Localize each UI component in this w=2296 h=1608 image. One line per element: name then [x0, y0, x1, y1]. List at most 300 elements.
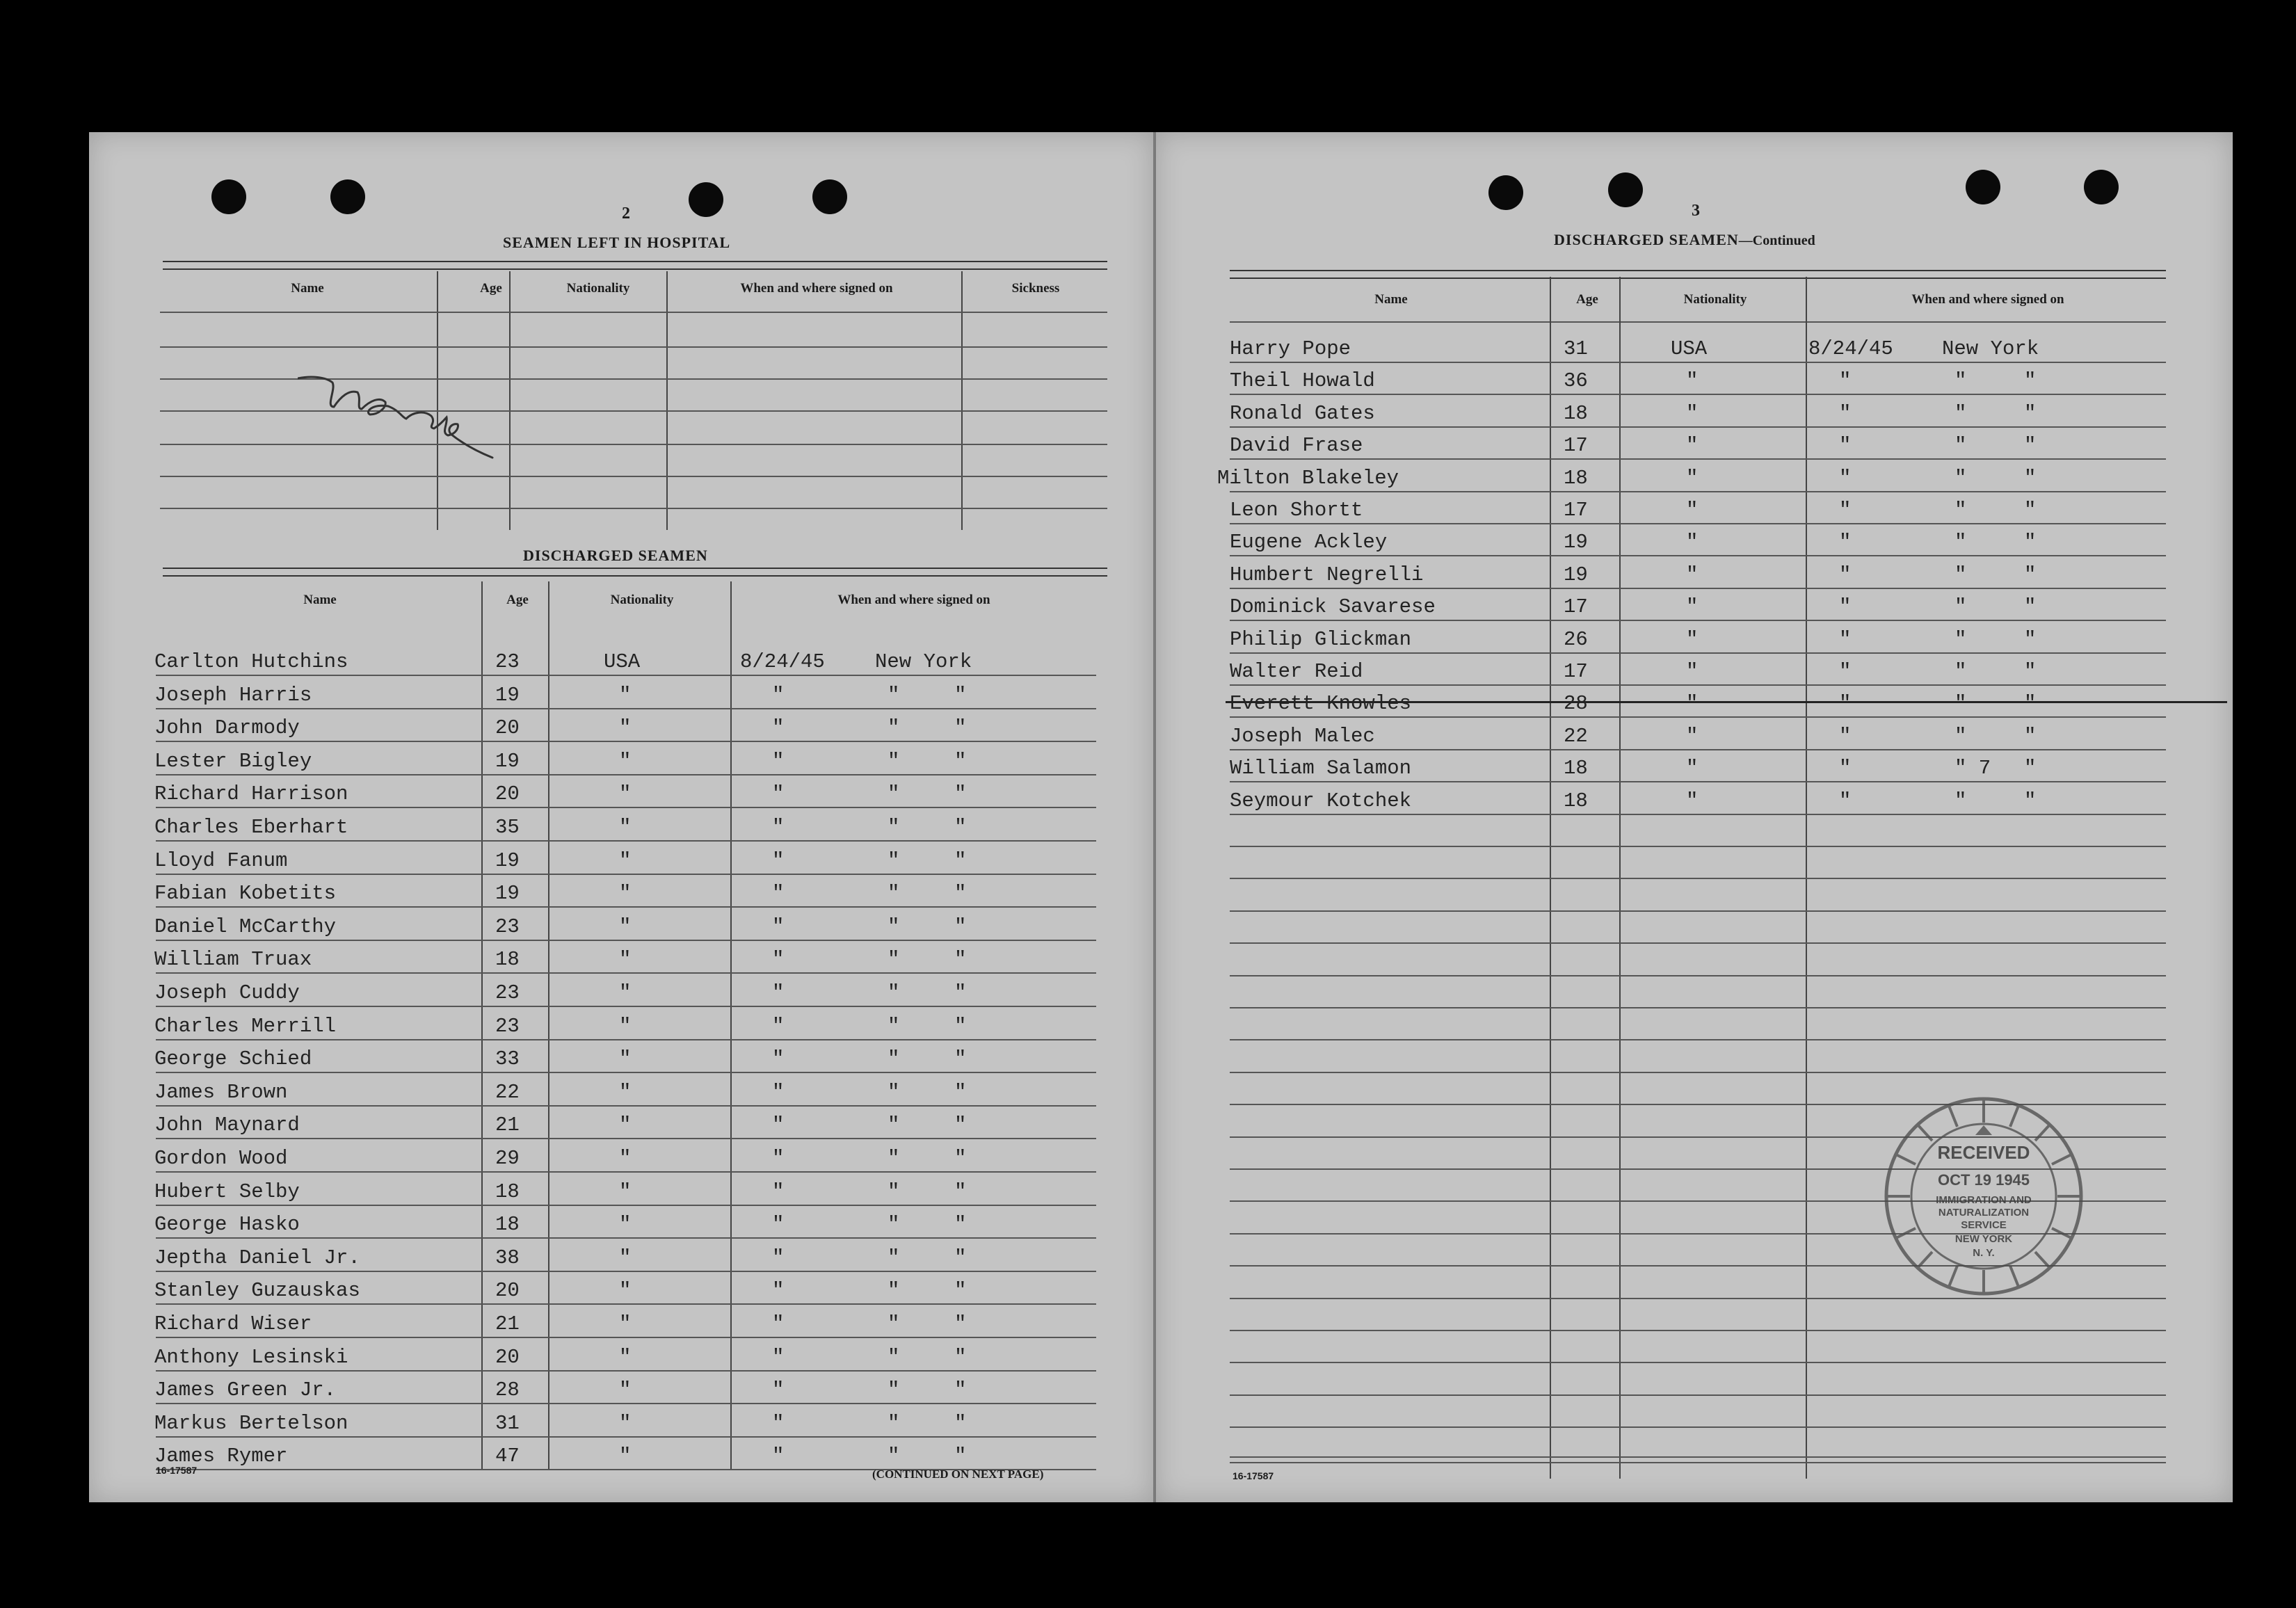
seaman-nationality: "	[619, 1346, 632, 1369]
row-line	[156, 1039, 1096, 1040]
table-row	[89, 810, 1153, 840]
seaman-name: David Frase	[1230, 434, 1363, 457]
seaman-nationality: USA	[604, 650, 641, 673]
seaman-nationality: "	[619, 1180, 632, 1203]
row-line	[156, 1337, 1096, 1338]
seaman-age: 23	[495, 981, 520, 1004]
table-row	[89, 975, 1153, 1006]
signed-on-place: "	[888, 1147, 900, 1170]
row-line	[156, 1105, 1096, 1107]
row-line	[156, 1237, 1096, 1239]
seaman-age: 28	[1564, 692, 1588, 715]
signed-on-place: "	[888, 1246, 900, 1269]
signed-on-date: "	[772, 849, 785, 872]
signed-on-date: "	[1839, 757, 1852, 780]
signed-on-date: "	[772, 1015, 785, 1038]
column-divider	[666, 271, 668, 530]
seaman-name: George Schied	[154, 1047, 312, 1070]
signed-on-place-ditto: "	[954, 1378, 967, 1401]
signed-on-place-ditto: "	[2024, 467, 2037, 490]
row-line	[156, 1006, 1096, 1007]
seaman-nationality: "	[619, 915, 632, 938]
seaman-nationality: "	[1686, 563, 1699, 586]
seaman-nationality: "	[619, 981, 632, 1004]
binder-hole	[1608, 172, 1643, 207]
seaman-nationality: "	[619, 816, 632, 839]
signed-on-place-ditto: "	[2024, 434, 2037, 457]
seaman-age: 18	[1564, 402, 1588, 425]
table-row	[1156, 686, 2233, 716]
seaman-age: 18	[495, 1180, 520, 1203]
hospital-column-header: Age	[480, 281, 502, 296]
signed-on-place: "	[1954, 692, 1967, 715]
table-row	[1156, 331, 2233, 362]
seaman-name: Leon Shortt	[1230, 499, 1363, 522]
table-row	[89, 677, 1153, 708]
seaman-nationality: "	[619, 1279, 632, 1302]
seaman-nationality: USA	[1671, 337, 1708, 360]
seaman-age: 17	[1564, 434, 1588, 457]
hospital-column-header: Nationality	[566, 281, 630, 296]
stamp-line: SERVICE	[1961, 1219, 2007, 1231]
seaman-age: 20	[495, 1346, 520, 1369]
signed-on-place: "	[888, 1346, 900, 1369]
seaman-nationality: "	[1686, 660, 1699, 683]
signed-on-date: "	[1839, 402, 1852, 425]
seaman-age: 23	[495, 650, 520, 673]
seaman-name: Richard Harrison	[154, 782, 348, 805]
seaman-name: Milton Blakeley	[1217, 467, 1399, 490]
signed-on-date: "	[1839, 531, 1852, 554]
row-line	[156, 1138, 1096, 1139]
seaman-name: John Darmody	[154, 716, 300, 739]
discharged-column-header: Age	[506, 593, 529, 607]
seaman-nationality: "	[1686, 369, 1699, 392]
seaman-name: William Salamon	[1230, 757, 1412, 780]
signed-on-date: "	[772, 782, 785, 805]
right-page	[1156, 132, 2233, 1502]
seaman-nationality: "	[619, 1213, 632, 1236]
signed-on-place: "	[888, 716, 900, 739]
hospital-column-header: Sickness	[1011, 281, 1060, 296]
binder-hole	[211, 179, 246, 214]
page-number: 3	[1692, 202, 1700, 220]
seaman-age: 17	[1564, 660, 1588, 683]
seaman-age: 47	[495, 1445, 520, 1468]
seaman-name: Seymour Kotchek	[1230, 789, 1412, 812]
signed-on-place: "	[1954, 499, 1967, 522]
seaman-name: Markus Bertelson	[154, 1412, 348, 1435]
row-line	[1230, 1072, 2166, 1073]
seaman-nationality: "	[1686, 499, 1699, 522]
row-line	[1230, 910, 2166, 912]
table-row	[89, 1306, 1153, 1337]
seaman-nationality: "	[619, 1081, 632, 1104]
row-line	[156, 1072, 1096, 1073]
table-row	[89, 1141, 1153, 1171]
row-line	[1230, 814, 2166, 815]
signed-on-place: "	[888, 915, 900, 938]
signed-on-place: "	[1954, 467, 1967, 490]
signed-on-date: "	[772, 716, 785, 739]
signed-on-place-ditto: "	[2024, 660, 2037, 683]
signed-on-place: "	[888, 750, 900, 773]
stamp-title: RECEIVED	[1937, 1142, 2030, 1163]
seaman-nationality: "	[1686, 402, 1699, 425]
table-row	[1156, 428, 2233, 458]
seaman-nationality: "	[619, 1147, 632, 1170]
seaman-nationality: "	[619, 948, 632, 971]
seaman-nationality: "	[1686, 789, 1699, 812]
signed-on-date: "	[1839, 789, 1852, 812]
seaman-age: 20	[495, 716, 520, 739]
seaman-name: Theil Howald	[1230, 369, 1375, 392]
table-row	[89, 1174, 1153, 1205]
table-row	[89, 1340, 1153, 1370]
seaman-age: 29	[495, 1147, 520, 1170]
handwritten-none-signature	[298, 376, 520, 515]
seaman-nationality: "	[1686, 434, 1699, 457]
signed-on-place: "	[888, 948, 900, 971]
row-line	[156, 1303, 1096, 1305]
row-line	[1230, 942, 2166, 944]
signed-on-place: "	[1954, 628, 1967, 651]
seaman-nationality: "	[619, 849, 632, 872]
seaman-nationality: "	[1686, 595, 1699, 618]
bottom-line	[1230, 1456, 2166, 1458]
row-line	[1230, 975, 2166, 976]
row-line	[156, 741, 1096, 742]
signed-on-place-ditto: "	[2024, 499, 2037, 522]
signed-on-date: "	[772, 915, 785, 938]
signed-on-date: "	[772, 948, 785, 971]
seaman-name: Philip Glickman	[1230, 628, 1412, 651]
row-line	[156, 940, 1096, 941]
stamp-line: NEW YORK	[1954, 1233, 2013, 1245]
signed-on-place-ditto: "	[954, 1180, 967, 1203]
seaman-nationality: "	[619, 782, 632, 805]
seaman-nationality: "	[1686, 692, 1699, 715]
signed-on-date: "	[772, 882, 785, 905]
seaman-nationality: "	[619, 1246, 632, 1269]
seaman-age: 18	[1564, 467, 1588, 490]
signed-on-place-ditto: "	[2024, 369, 2037, 392]
signed-on-place-ditto: "	[954, 1081, 967, 1104]
signed-on-place-ditto: "	[954, 750, 967, 773]
signed-on-place-ditto: "	[954, 1346, 967, 1369]
signed-on-date: "	[1839, 692, 1852, 715]
seaman-age: 33	[495, 1047, 520, 1070]
row-line	[1230, 781, 2166, 782]
signed-on-date: "	[772, 816, 785, 839]
table-row	[89, 843, 1153, 874]
signed-on-place: "	[888, 1445, 900, 1468]
column-divider	[961, 271, 963, 530]
signed-on-date: "	[772, 750, 785, 773]
seaman-name: Charles Eberhart	[154, 816, 348, 839]
row-line	[1230, 555, 2166, 556]
signed-on-place-ditto: "	[2024, 595, 2037, 618]
table-row	[89, 644, 1153, 675]
signed-on-place: "	[1954, 369, 1967, 392]
stamp-line: NATURALIZATION	[1938, 1207, 2030, 1219]
seaman-age: 31	[1564, 337, 1588, 360]
signed-on-place-ditto: "	[954, 849, 967, 872]
hospital-section-title: SEAMEN LEFT IN HOSPITAL	[503, 234, 731, 251]
stamp-line: N. Y.	[1973, 1247, 1995, 1259]
table-row	[89, 1107, 1153, 1138]
signed-on-place: "	[888, 1312, 900, 1335]
signed-on-place: "	[1954, 725, 1967, 748]
signed-on-place-ditto: "	[954, 1015, 967, 1038]
stamp-date: OCT 19 1945	[1937, 1171, 2030, 1189]
discharged-section-title: DISCHARGED SEAMEN	[523, 547, 708, 564]
seaman-age: 23	[495, 915, 520, 938]
signed-on-date: "	[1839, 467, 1852, 490]
table-row	[1156, 557, 2233, 588]
signed-on-place-ditto: "	[954, 981, 967, 1004]
seaman-age: 18	[495, 1213, 520, 1236]
row-line	[1230, 1330, 2166, 1331]
row-line	[1230, 846, 2166, 847]
row-line	[156, 1370, 1096, 1372]
seaman-age: 19	[1564, 563, 1588, 586]
signed-on-place: "	[1954, 531, 1967, 554]
signed-on-place: "	[888, 1015, 900, 1038]
seaman-age: 26	[1564, 628, 1588, 651]
table-row	[1156, 622, 2233, 652]
signed-on-date: "	[1839, 369, 1852, 392]
signed-on-date: "	[772, 1412, 785, 1435]
seaman-age: 21	[495, 1312, 520, 1335]
rule	[163, 261, 1107, 270]
signed-on-place: "	[888, 1412, 900, 1435]
seaman-name: Stanley Guzauskas	[154, 1279, 360, 1302]
binder-hole	[689, 182, 723, 217]
seaman-name: Jeptha Daniel Jr.	[154, 1246, 360, 1269]
row-line	[160, 346, 1107, 348]
signed-on-date: "	[772, 1445, 785, 1468]
row-line	[156, 774, 1096, 775]
seaman-nationality: "	[619, 1312, 632, 1335]
row-line	[1230, 1394, 2166, 1396]
seaman-name: Fabian Kobetits	[154, 882, 337, 905]
seaman-age: 19	[1564, 531, 1588, 554]
signed-on-place-ditto: "	[954, 1147, 967, 1170]
seaman-name: Joseph Harris	[154, 684, 312, 707]
seaman-age: 23	[495, 1015, 520, 1038]
signed-on-date: "	[772, 1213, 785, 1236]
table-row	[89, 1240, 1153, 1271]
row-line	[160, 312, 1107, 313]
signed-on-place: "	[1954, 595, 1967, 618]
binder-hole	[1488, 175, 1523, 210]
seaman-nationality: "	[619, 1015, 632, 1038]
seaman-name: Charles Merrill	[154, 1015, 337, 1038]
row-line	[156, 1171, 1096, 1173]
seaman-age: 21	[495, 1113, 520, 1136]
table-row	[89, 1438, 1153, 1469]
page-number: 2	[622, 204, 630, 223]
form-number: 16-17587	[156, 1465, 198, 1476]
seaman-name: Anthony Lesinski	[154, 1346, 348, 1369]
seaman-nationality: "	[1686, 531, 1699, 554]
stamp-line: IMMIGRATION AND	[1936, 1194, 2032, 1206]
seaman-age: 22	[1564, 725, 1588, 748]
seaman-name: Richard Wiser	[154, 1312, 312, 1335]
seaman-nationality: "	[619, 1445, 632, 1468]
seaman-age: 38	[495, 1246, 520, 1269]
seaman-age: 19	[495, 882, 520, 905]
signed-on-place-ditto: "	[954, 684, 967, 707]
continued-column-header: When and where signed on	[1911, 292, 2064, 307]
binder-hole	[2084, 170, 2119, 204]
table-row	[1156, 396, 2233, 426]
table-row	[1156, 363, 2233, 394]
row-line	[1230, 620, 2166, 621]
signed-on-place-ditto: "	[954, 1113, 967, 1136]
row-line	[156, 972, 1096, 974]
signed-on-place-ditto: "	[2024, 789, 2037, 812]
table-row	[89, 1041, 1153, 1072]
seaman-nationality: "	[619, 1412, 632, 1435]
seaman-name: Walter Reid	[1230, 660, 1363, 683]
signed-on-date: "	[772, 1180, 785, 1203]
signed-on-date: "	[772, 1147, 785, 1170]
seaman-name: Harry Pope	[1230, 337, 1351, 360]
signed-on-date: "	[1839, 660, 1852, 683]
seaman-nationality: "	[1686, 725, 1699, 748]
signed-on-place: "	[888, 1081, 900, 1104]
seaman-name: James Rymer	[154, 1445, 288, 1468]
seaman-name: Daniel McCarthy	[154, 915, 337, 938]
signed-on-place: "	[1954, 789, 1967, 812]
seaman-name: Everett Knowles	[1230, 692, 1412, 715]
seaman-nationality: "	[619, 1113, 632, 1136]
signed-on-place: "	[888, 849, 900, 872]
row-line	[1230, 878, 2166, 879]
seaman-age: 35	[495, 816, 520, 839]
signed-on-date: "	[772, 1378, 785, 1401]
seaman-nationality: "	[619, 716, 632, 739]
signed-on-place: "	[888, 816, 900, 839]
signed-on-place: " 7	[1954, 757, 1991, 780]
discharged-column-header: Name	[303, 593, 337, 607]
seaman-name: Humbert Negrelli	[1230, 563, 1424, 586]
row-line	[156, 874, 1096, 875]
seaman-age: 20	[495, 1279, 520, 1302]
signed-on-date: "	[772, 1279, 785, 1302]
signed-on-date: "	[1839, 595, 1852, 618]
signed-on-date: "	[772, 981, 785, 1004]
signed-on-place: "	[888, 882, 900, 905]
signed-on-date: 8/24/45	[740, 650, 825, 673]
row-line	[1230, 716, 2166, 718]
table-row	[1156, 783, 2233, 814]
continued-column-header: Nationality	[1683, 292, 1747, 307]
row-line	[156, 1205, 1096, 1206]
signed-on-place-ditto: "	[954, 1047, 967, 1070]
continued-column-header: Age	[1576, 292, 1598, 307]
table-row	[89, 876, 1153, 906]
signed-on-place: "	[1954, 563, 1967, 586]
rule	[163, 568, 1107, 577]
signed-on-date: "	[1839, 563, 1852, 586]
signed-on-date: 8/24/45	[1808, 337, 1893, 360]
signed-on-place: "	[888, 1047, 900, 1070]
seaman-age: 18	[1564, 789, 1588, 812]
seaman-nationality: "	[619, 1047, 632, 1070]
table-row	[89, 1372, 1153, 1403]
signed-on-date: "	[772, 1113, 785, 1136]
row-line	[156, 840, 1096, 842]
table-row	[89, 710, 1153, 741]
table-row	[89, 1075, 1153, 1105]
seaman-age: 17	[1564, 595, 1588, 618]
seaman-name: Joseph Malec	[1230, 725, 1375, 748]
signed-on-place-ditto: "	[2024, 692, 2037, 715]
signed-on-place: "	[1954, 402, 1967, 425]
seaman-name: Eugene Ackley	[1230, 531, 1388, 554]
row-line	[156, 708, 1096, 709]
signed-on-place: "	[888, 1213, 900, 1236]
row-line	[1230, 394, 2166, 395]
title-suffix: —Continued	[1738, 233, 1815, 248]
seaman-name: Gordon Wood	[154, 1147, 288, 1170]
signed-on-place-ditto: "	[954, 816, 967, 839]
continued-note: (CONTINUED ON NEXT PAGE)	[872, 1468, 1044, 1481]
strike-through-line	[1226, 701, 2227, 703]
table-row	[1156, 460, 2233, 491]
seaman-name: Ronald Gates	[1230, 402, 1375, 425]
seaman-nationality: "	[619, 882, 632, 905]
seaman-name: Joseph Cuddy	[154, 981, 300, 1004]
seaman-name: Hubert Selby	[154, 1180, 300, 1203]
signed-on-place-ditto: "	[2024, 531, 2037, 554]
table-row	[1156, 492, 2233, 523]
seaman-name: Carlton Hutchins	[154, 650, 348, 673]
signed-on-place-ditto: "	[954, 882, 967, 905]
seaman-name: William Truax	[154, 948, 312, 971]
seaman-name: Dominick Savarese	[1230, 595, 1436, 618]
seaman-nationality: "	[1686, 757, 1699, 780]
table-row	[89, 1207, 1153, 1237]
seaman-age: 18	[495, 948, 520, 971]
signed-on-date: "	[772, 1246, 785, 1269]
seaman-age: 31	[495, 1412, 520, 1435]
seaman-name: George Hasko	[154, 1213, 300, 1236]
signed-on-place-ditto: "	[2024, 628, 2037, 651]
table-row	[1156, 524, 2233, 555]
row-line	[1230, 1007, 2166, 1008]
signed-on-place: "	[888, 1279, 900, 1302]
hospital-column-header: Name	[291, 281, 324, 296]
seaman-name: James Brown	[154, 1081, 288, 1104]
row-line	[156, 906, 1096, 908]
signed-on-place-ditto: "	[2024, 402, 2037, 425]
seaman-age: 20	[495, 782, 520, 805]
signed-on-date: "	[1839, 499, 1852, 522]
seaman-age: 19	[495, 849, 520, 872]
row-line	[1230, 1039, 2166, 1040]
bottom-line	[1230, 1462, 2166, 1463]
table-row	[89, 909, 1153, 940]
seaman-nationality: "	[1686, 628, 1699, 651]
signed-on-place: "	[888, 684, 900, 707]
seaman-name: James Green Jr.	[154, 1378, 337, 1401]
left-page	[89, 132, 1153, 1502]
signed-on-date: "	[1839, 628, 1852, 651]
